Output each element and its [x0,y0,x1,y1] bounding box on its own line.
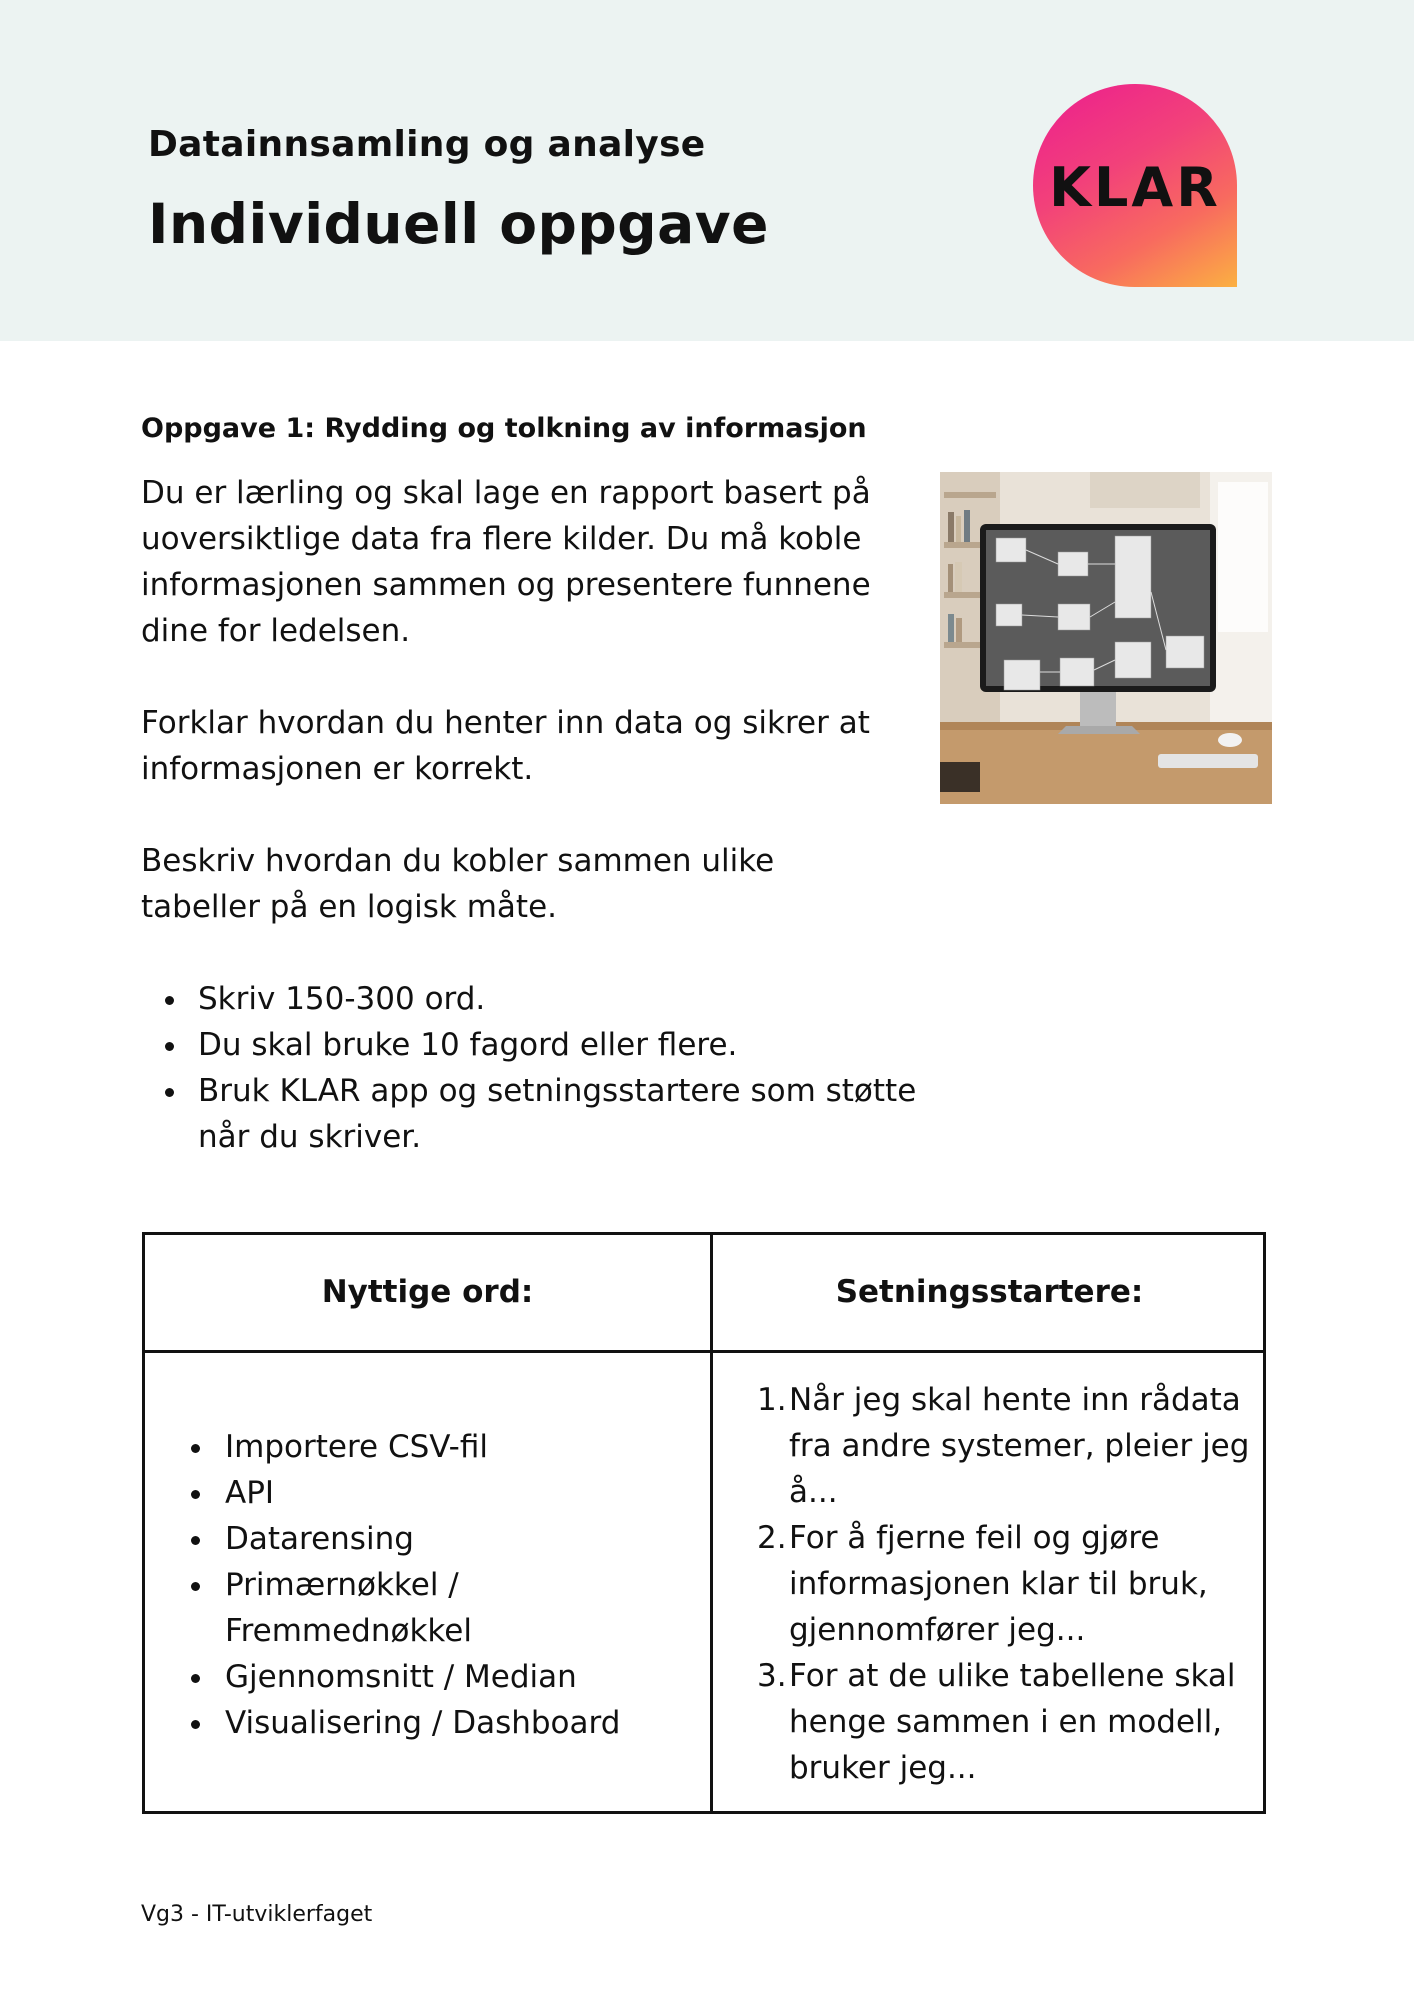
sentence-starters-list [757,1377,1252,1791]
list-item: API [185,1470,665,1516]
list-number: 2. [757,1520,787,1556]
footer-text: Vg3 - IT-utviklerfaget [141,1902,373,1927]
klar-logo [1033,84,1237,287]
logo-text: KLAR [1049,156,1221,219]
page-title: Individuell oppgave [148,192,769,256]
list-item: Skriv 150-300 ord. [141,976,941,1022]
list-number: 3. [757,1658,787,1694]
list-item-text: For at de ulike tabellene skal henge sammen i en modell, bruker jeg... [789,1658,1236,1786]
list-item: Du skal bruke 10 fagord eller flere. [141,1022,941,1068]
list-item: Bruk KLAR app og setningsstartere som støtte når du skriver. [141,1068,941,1160]
computer-monitor-illustration [940,472,1272,804]
list-item: Primærnøkkel / Fremmednøkkel [185,1562,665,1654]
list-item [757,1377,1252,1515]
requirements-list [141,976,941,1160]
table-header-useful-words: Nyttige ord: [321,1274,534,1310]
task-paragraph-intro: Du er lærling og skal lage en rapport basert på uoversiktlige data fra flere kilder. Du må koble informasjonen sammen og presentere funnene dine for ledelsen. [141,475,871,649]
subject-heading: Datainnsamling og analyse [148,124,706,165]
task-paragraph-data: Forklar hvordan du henter inn data og sikrer at informasjonen er korrekt. [141,705,870,787]
list-item: Datarensing [185,1516,665,1562]
list-item-text: For å fjerne feil og gjøre informasjonen klar til bruk, gjennomfører jeg... [789,1520,1208,1648]
list-item: Importere CSV-fil [185,1424,665,1470]
list-item: Visualisering / Dashboard [185,1700,665,1746]
vocabulary-table [142,1232,1266,1814]
list-item [757,1653,1252,1791]
list-number: 1. [757,1382,787,1418]
table-divider-horizontal [145,1350,1263,1353]
table-header-sentence-starters: Setningsstartere: [835,1274,1144,1310]
list-item-text: Når jeg skal hente inn rådata fra andre systemer, pleier jeg å... [789,1382,1250,1510]
task-paragraph-tables: Beskriv hvordan du kobler sammen ulike tabeller på en logisk måte. [141,843,775,925]
useful-words-list [185,1424,665,1746]
computer-monitor-image [940,472,1272,804]
list-item [757,1515,1252,1653]
list-item: Gjennomsnitt / Median [185,1654,665,1700]
task-heading: Oppgave 1: Rydding og tolkning av informasjon [141,413,867,444]
